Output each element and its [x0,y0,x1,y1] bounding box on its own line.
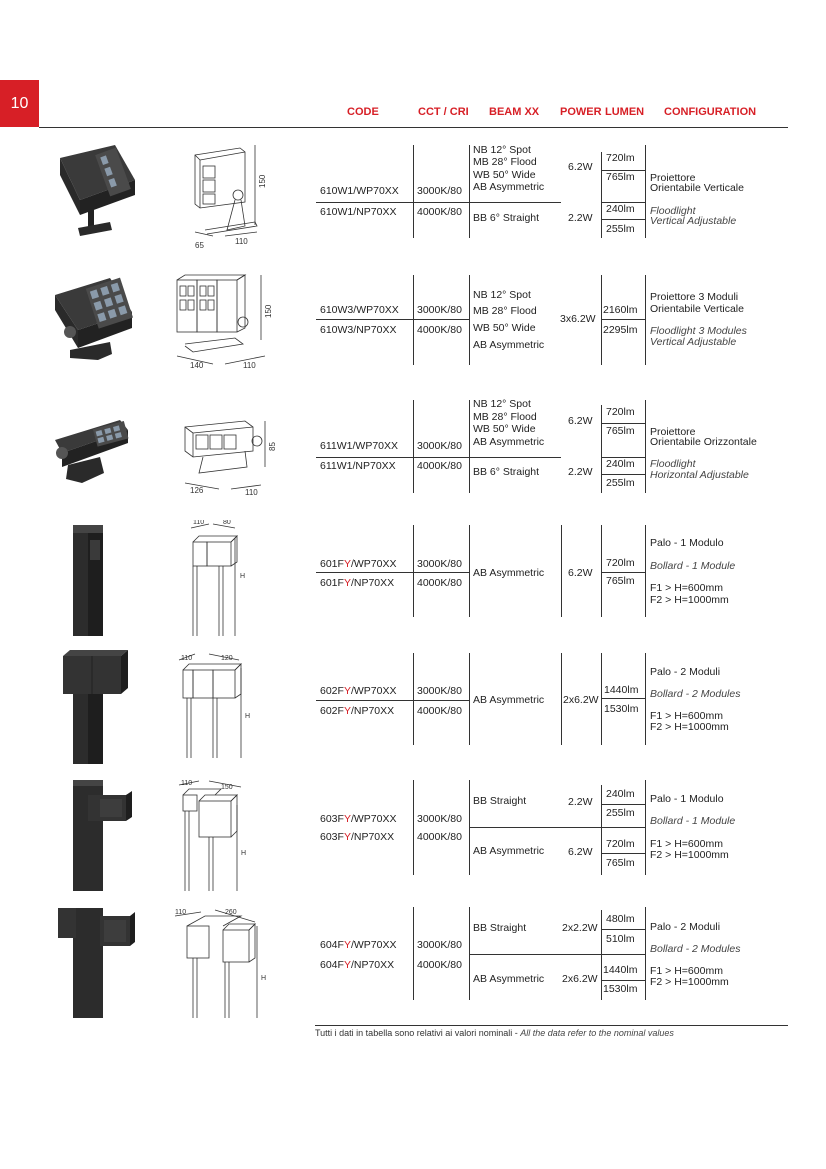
power-value: 6.2W [568,415,593,427]
dim-width: 110 [245,488,258,497]
height-option: F2 > H=1000mm [650,594,729,606]
dim-width: 150 [221,784,233,791]
technical-drawing [165,140,285,250]
power-value: 6.2W [568,161,593,173]
lumen-value: 720lm [606,557,635,569]
height-option: F2 > H=1000mm [650,849,729,861]
beam-value: AB Asymmetric [473,694,545,706]
code-row: 603FY/NP70XX [320,831,395,843]
beam-value: BB 6° Straight [473,466,540,478]
technical-drawing [165,902,285,1022]
beam-value: AB Asymmetric [473,339,545,351]
config-it: Orientabile Verticale [650,303,744,315]
cct-value: 3000K/80 [417,185,462,197]
lumen-value: 720lm [606,838,635,850]
header-beam: BEAM XX [489,106,540,118]
beam-value: WB 50° Wide [473,169,536,181]
page-number: 10 [0,80,39,127]
code-row: 601FY/NP70XX [320,577,395,589]
header-rule [39,127,788,128]
beam-value: AB Asymmetric [473,845,545,857]
config-en: Floodlight 3 Modules [650,325,747,337]
lumen-value: 1530lm [603,983,638,995]
power-value: 2.2W [568,212,593,224]
beam-value: MB 28° Flood [473,156,537,168]
code-row: 611W1/NP70XX [320,460,396,472]
lumen-value: 510lm [606,933,635,945]
code-row: 610W3/NP70XX [320,324,397,336]
code-row: 611W1/WP70XX [320,440,399,452]
config-en: Vertical Adjustable [650,215,737,227]
cct-value: 3000K/80 [417,813,462,825]
power-value: 6.2W [568,846,593,858]
code-row: 610W1/NP70XX [320,206,397,218]
beam-value: NB 12° Spot [473,398,531,410]
beam-value: BB Straight [473,795,527,807]
dim-width: 80 [223,520,231,526]
cct-value: 4000K/80 [417,460,462,472]
product-photo-bollard-double-side [40,902,160,1022]
config-it: Orientabile Verticale [650,182,744,194]
config-en: Floodlight [650,458,696,470]
code-row: 610W3/WP70XX [320,304,399,316]
header-configuration: CONFIGURATION [664,106,757,118]
dim-depth: 110 [175,909,187,916]
config-it: Orientabile Orizzontale [650,436,757,448]
lumen-value: 2160lm [603,304,638,316]
dim-width: 110 [243,361,256,370]
code-row: 604FY/NP70XX [320,959,395,971]
footer-rule [315,1025,788,1026]
cct-value: 4000K/80 [417,959,462,971]
code-row: 604FY/WP70XX [320,939,397,951]
power-value: 2x6.2W [563,694,599,706]
config-en: Horizontal Adjustable [650,469,749,481]
technical-drawing [165,648,285,768]
lumen-value: 2295lm [603,324,638,336]
product-photo-bollard-2-modules [40,648,160,768]
lumen-value: 255lm [606,807,635,819]
config-en: Vertical Adjustable [650,336,737,348]
technical-drawing [165,520,285,640]
dim-height: H [245,713,251,720]
code-row: 601FY/WP70XX [320,558,397,570]
cct-value: 4000K/80 [417,577,462,589]
config-en: Bollard - 1 Module [650,560,736,572]
power-value: 3x6.2W [560,313,596,325]
lumen-value: 1440lm [604,684,639,696]
product-photo-bollard-side-module [40,775,160,895]
power-value: 2.2W [568,466,593,478]
config-en: Bollard - 2 Modules [650,943,741,955]
power-value: 2.2W [568,796,593,808]
power-value: 2x2.2W [562,922,598,934]
height-option: F2 > H=1000mm [650,976,729,988]
beam-value: AB Asymmetric [473,436,545,448]
config-it: Palo - 2 Moduli [650,921,721,933]
lumen-value: 240lm [606,458,635,470]
product-photo-floodlight-3-modules [40,270,160,380]
cct-value: 4000K/80 [417,324,462,336]
dim-height: 85 [268,442,277,451]
dim-height: 150 [264,304,273,318]
dim-width: 260 [225,909,237,916]
config-en: Floodlight [650,205,696,217]
beam-value: WB 50° Wide [473,322,536,334]
cct-value: 3000K/80 [417,685,462,697]
lumen-value: 765lm [606,171,635,183]
height-option: F1 > H=600mm [650,582,723,594]
product-photo-floodlight-horizontal [40,395,160,505]
cct-value: 3000K/80 [417,558,462,570]
cct-value: 3000K/80 [417,440,462,452]
beam-value: MB 28° Flood [473,411,537,423]
cct-value: 4000K/80 [417,831,462,843]
config-it: Palo - 2 Moduli [650,666,721,678]
beam-value: NB 12° Spot [473,289,531,301]
dim-depth: 126 [190,486,204,495]
code-row: 610W1/WP70XX [320,185,399,197]
lumen-value: 1440lm [603,964,638,976]
beam-value: MB 28° Flood [473,305,537,317]
config-en: Bollard - 1 Module [650,815,736,827]
header-code: CODE [347,106,379,118]
beam-value: AB Asymmetric [473,181,545,193]
beam-value: WB 50° Wide [473,423,536,435]
dim-depth: 110 [193,520,205,526]
code-row: 602FY/WP70XX [320,685,397,697]
power-value: 2x6.2W [562,973,598,985]
cct-value: 4000K/80 [417,705,462,717]
lumen-value: 255lm [606,477,635,489]
height-option: F1 > H=600mm [650,710,723,722]
height-option: F2 > H=1000mm [650,721,729,733]
cct-value: 4000K/80 [417,206,462,218]
config-en: Bollard - 2 Modules [650,688,741,700]
technical-drawing [165,395,285,505]
beam-value: NB 12° Spot [473,144,531,156]
height-option: F1 > H=600mm [650,965,723,977]
code-row: 603FY/WP70XX [320,813,397,825]
config-it: Proiettore [650,172,696,184]
height-option: F1 > H=600mm [650,838,723,850]
lumen-value: 720lm [606,152,635,164]
cct-value: 3000K/80 [417,939,462,951]
header-lumen: LUMEN [605,106,645,118]
config-it: Palo - 1 Modulo [650,793,724,805]
product-photo-floodlight [40,140,160,250]
lumen-value: 1530lm [604,703,639,715]
dim-depth: 110 [181,655,193,662]
lumen-value: 720lm [606,406,635,418]
config-it: Proiettore 3 Moduli [650,291,739,303]
beam-value: AB Asymmetric [473,567,545,579]
dim-depth: 110 [181,780,193,787]
dim-height: H [241,850,247,857]
cct-value: 3000K/80 [417,304,462,316]
lumen-value: 765lm [606,857,635,869]
footnote: Tutti i dati in tabella sono relativi ai valori nominali - All the data refer to the nominal values [315,1028,674,1038]
beam-value: AB Asymmetric [473,973,545,985]
dim-depth: 140 [190,361,204,370]
beam-value: BB 6° Straight [473,212,540,224]
header-power: POWER [560,106,602,118]
product-photo-bollard-1-module [40,520,160,640]
lumen-value: 765lm [606,425,635,437]
lumen-value: 240lm [606,203,635,215]
dim-height: H [261,975,267,982]
dim-width: 120 [221,655,233,662]
technical-drawing [165,775,285,895]
dim-height: H [240,573,246,580]
technical-drawing [165,270,285,380]
dim-width: 110 [235,237,248,246]
power-value: 6.2W [568,567,593,579]
dim-depth: 65 [195,241,204,250]
beam-value: BB Straight [473,922,527,934]
code-row: 602FY/NP70XX [320,705,395,717]
lumen-value: 765lm [606,575,635,587]
header-cct: CCT / CRI [418,106,469,118]
config-it: Proiettore [650,426,696,438]
lumen-value: 480lm [606,913,635,925]
lumen-value: 240lm [606,788,635,800]
dim-height: 150 [258,174,267,188]
config-it: Palo - 1 Modulo [650,537,724,549]
lumen-value: 255lm [606,223,635,235]
